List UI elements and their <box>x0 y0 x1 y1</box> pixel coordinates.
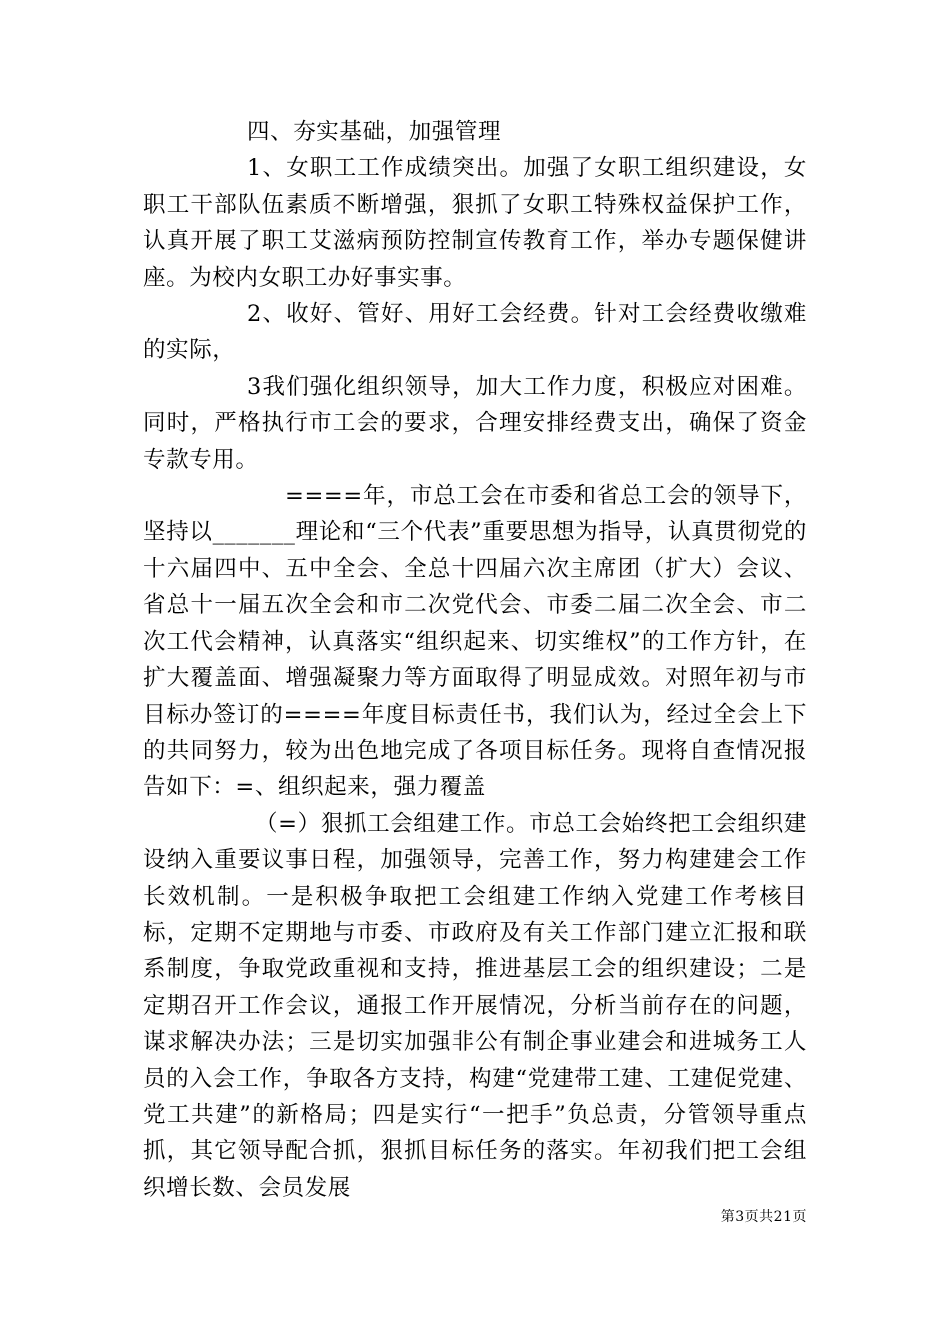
paragraph-women-workers: 1、女职工工作成绩突出。加强了女职工组织建设，女职工干部队伍素质不断增强，狠抓了女职工特殊权益保护工作，认真开展了职工艾滋病预防控制宣传教育工作，举办专题保健讲座。为校内女职工办好事实事。 <box>143 155 807 291</box>
paragraph-union-funds: 2、收好、管好、用好工会经费。针对工会经费收缴难的实际， <box>143 301 807 364</box>
paragraph-annual-summary: ====年，市总工会在市委和省总工会的领导下，坚持以_______理论和“三个代表”重要思想为指导，认真贯彻党的十六届四中、五中全会、全总十四届六次主席团（扩大）会议、省总十一届五次全会和市二次党代会、市委二届二次全会、市二次工代会精神，认真落实“组织起来、切实维权”的工作方针，在扩大覆盖面、增强凝聚力等方面取得了明显成效。对照年初与市目标办签订的====年度目标责任书，我们认为，经过全会上下的共同努力，较为出色地完成了各项目标任务。现将自查情况报告如下：=、组织起来，强力覆盖 <box>143 483 807 801</box>
document-body <box>143 114 807 1206</box>
paragraph-organization-leadership: 3我们强化组织领导，加大工作力度，积极应对困难。同时，严格执行市工会的要求，合理安排经费支出，确保了资金专款专用。 <box>143 373 807 473</box>
paragraph-union-building: （=）狠抓工会组建工作。市总工会始终把工会组织建设纳入重要议事日程，加强领导，完善工作，努力构建建会工作长效机制。一是积极争取把工会组建工作纳入党建工作考核目标，定期不定期地与市委、市政府及有关工作部门建立汇报和联系制度，争取党政重视和支持，推进基层工会的组织建设；二是定期召开工作会议，通报工作开展情况，分析当前存在的问题，谋求解决办法；三是切实加强非公有制企事业建会和进城务工人员的入会工作，争取各方支持，构建“党建带工建、工建促党建、党工共建”的新格局；四是实行“一把手”负总责，分管领导重点抓，其它领导配合抓，狠抓目标任务的落实。年初我们把工会组织增长数、会员发展 <box>143 810 807 1201</box>
section-heading: 四、夯实基础，加强管理 <box>247 119 502 145</box>
page-number-footer: 第3页共21页 <box>720 1209 807 1225</box>
